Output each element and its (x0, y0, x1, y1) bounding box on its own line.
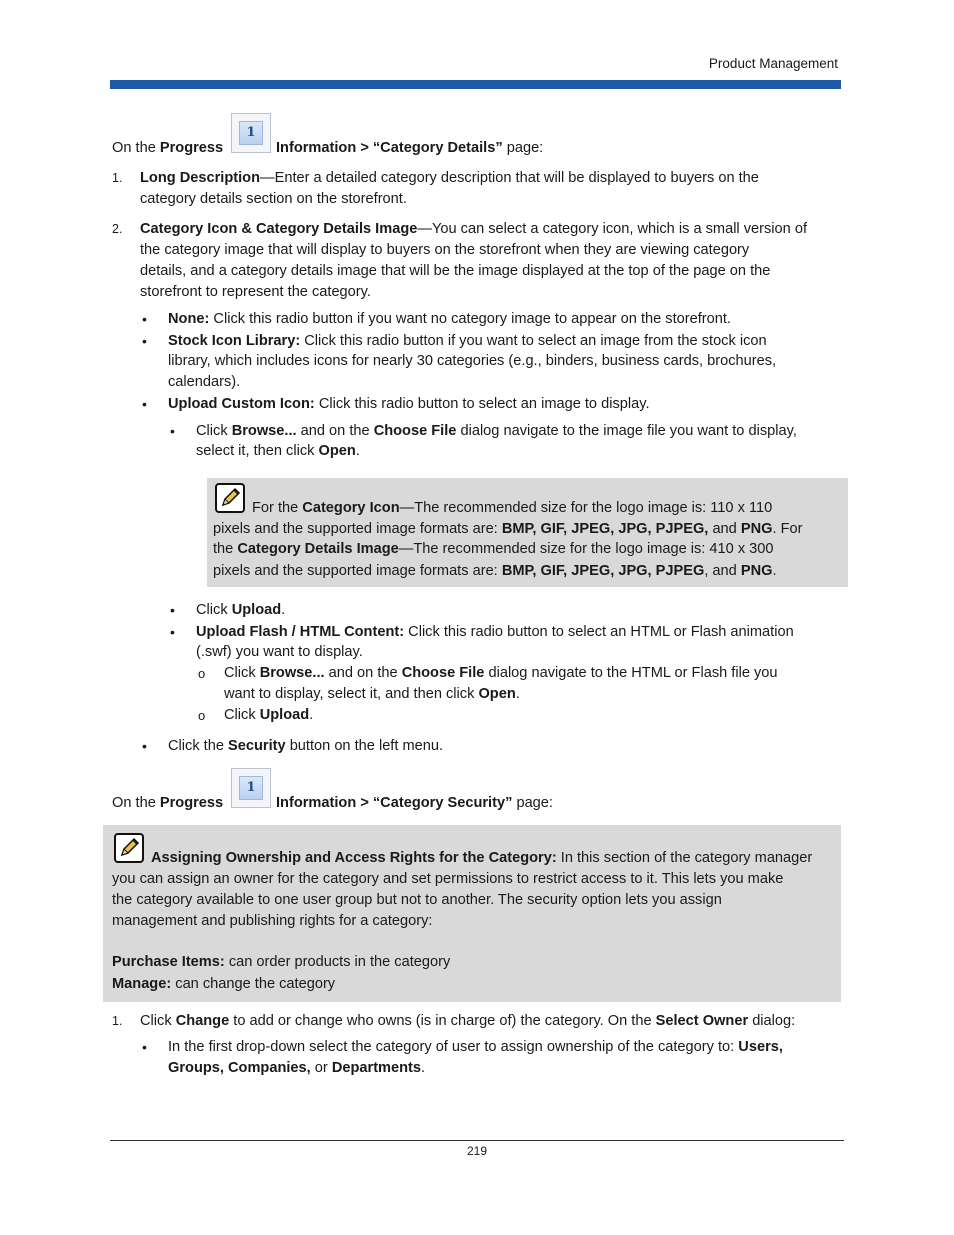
section-intro-details: On the Progress (112, 140, 224, 156)
footer-rule (110, 1140, 844, 1141)
bullet-marker: • (170, 624, 175, 640)
progress-step-icon (231, 113, 271, 153)
bullet-marker: • (142, 396, 147, 412)
sub-bullet-marker: o (198, 708, 206, 723)
note2-manage: Manage: can change the category (112, 976, 336, 992)
bullet-upload-custom: Upload Custom Icon: Click this radio button to select an image to display. (168, 396, 650, 412)
section-intro-security: On the Progress (112, 795, 224, 811)
bullet-click-upload: Click Upload. (196, 602, 286, 618)
category-icon-line3: details, and a category details image that will be the image displayed at the top of the page on the (140, 263, 771, 279)
long-description-line2: category details section on the storefront. (140, 191, 407, 207)
list-number: 2. (112, 222, 123, 236)
bullet-marker: • (142, 311, 147, 327)
page-number: 219 (466, 1144, 488, 1158)
note1-line2: pixels and the supported image formats are: BMP, GIF, JPEG, JPG, PJPEG, and PNG. For (213, 521, 803, 537)
note2-line3: the category available to one user group but not to another. The security option lets you assign (112, 892, 722, 908)
change-owner-item: Click Change to add or change who owns (is in charge of) the category. On the Select Owner dialog: (140, 1013, 796, 1029)
sub-bullet-browse-line2: want to display, select it, and then click Open. (224, 686, 520, 702)
note1-line1: For the Category Icon—The recommended size for the logo image is: 110 x 110 (252, 500, 773, 516)
bullet-upload-flash-line2: (.swf) you want to display. (196, 644, 363, 660)
progress-step-number: 1 (239, 776, 263, 800)
bullet-marker: • (170, 423, 175, 439)
note1-line3: the Category Details Image—The recommended size for the logo image is: 410 x 300 (213, 541, 774, 557)
note2-line2: you can assign an owner for the category and set permissions to restrict access to it. This lets you make (112, 871, 784, 887)
category-icon-item: Category Icon & Category Details Image—You can select a category icon, which is a small version of (140, 221, 808, 237)
bullet-stock-line3: calendars). (168, 374, 241, 390)
note2-line4: management and publishing rights for a category: (112, 913, 433, 929)
bullet-marker: • (142, 333, 147, 349)
bullet-stock-icon: Stock Icon Library: Click this radio button if you want to select an image from the stock icon (168, 333, 767, 349)
bullet-browse: Click Browse... and on the Choose File dialog navigate to the image file you want to display, (196, 423, 797, 439)
category-icon-line2: the category image that will display to buyers on the storefront when they are viewing category (140, 242, 750, 258)
sub-bullet-marker: o (198, 666, 206, 681)
bullet-browse-line2: select it, then click Open. (196, 443, 360, 459)
note2-line1: Assigning Ownership and Access Rights for the Category: In this section of the category manager (151, 850, 813, 866)
progress-step-icon (231, 768, 271, 808)
bullet-marker: • (170, 602, 175, 618)
note2-purchase-items: Purchase Items: can order products in the category (112, 954, 451, 970)
list-number: 1. (112, 1014, 123, 1028)
bullet-marker: • (142, 738, 147, 754)
category-icon-line4: storefront to represent the category. (140, 284, 371, 300)
bullet-none: None: Click this radio button if you want no category image to appear on the storefront. (168, 311, 731, 327)
pencil-note-icon (215, 483, 245, 513)
bullet-stock-line2: library, which includes icons for nearly 30 categories (e.g., binders, business cards, brochures, (168, 353, 777, 369)
section-intro-details-suffix: Information > “Category Details” page: (276, 140, 544, 156)
bullet-owner-dropdown-line2: Groups, Companies, or Departments. (168, 1060, 426, 1076)
running-header: Product Management (708, 56, 838, 71)
note1-line4: pixels and the supported image formats are: BMP, GIF, JPEG, JPG, PJPEG, and PNG. (213, 563, 777, 579)
header-bar (110, 80, 841, 89)
long-description-item: Long Description—Enter a detailed category description that will be displayed to buyers on the (140, 170, 759, 186)
bullet-upload-flash: Upload Flash / HTML Content: Click this radio button to select an HTML or Flash animation (196, 624, 794, 640)
sub-bullet-upload: Click Upload. (224, 707, 314, 723)
progress-step-number: 1 (239, 121, 263, 145)
pencil-note-icon (114, 833, 144, 863)
bullet-owner-dropdown: In the first drop-down select the category of user to assign ownership of the category to: Users, (168, 1039, 783, 1055)
sub-bullet-browse: Click Browse... and on the Choose File dialog navigate to the HTML or Flash file you (224, 665, 778, 681)
section-intro-security-suffix: Information > “Category Security” page: (276, 795, 553, 811)
list-number: 1. (112, 171, 123, 185)
bullet-security: Click the Security button on the left menu. (168, 738, 444, 754)
bullet-marker: • (142, 1039, 147, 1055)
